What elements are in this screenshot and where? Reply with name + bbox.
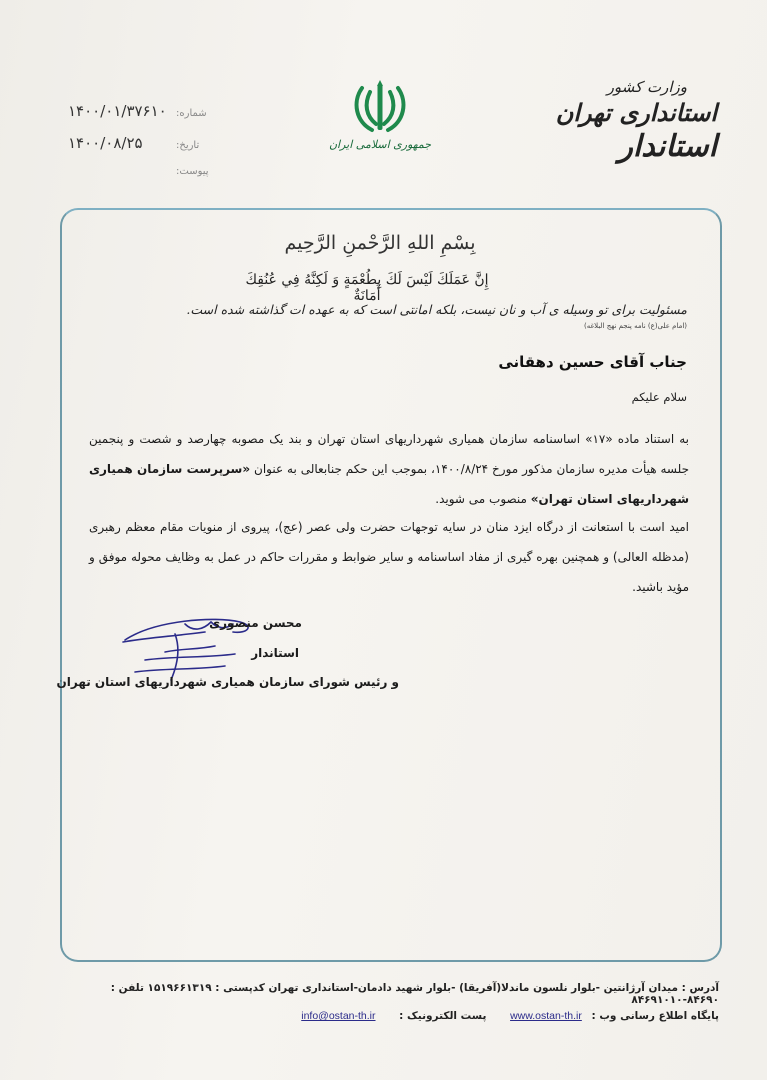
meta-date-row bbox=[68, 134, 218, 166]
governor-title: استاندار bbox=[618, 129, 717, 164]
signer-title-2: و رئیس شورای سازمان همیاری شهرداریهای استان تهران bbox=[56, 675, 399, 689]
footer-address: آدرس : میدان آرژانتین -بلوار نلسون ماندلا(آفریقا) -بلوار شهید دادمان-استانداری تهران کدپستی : ۱۵۱۹۶۶۱۳۱۹ تلفن : ۸۴۶۹۰-۸۴۶۹۱۰۱۰ bbox=[110, 982, 719, 1006]
governorate-name: استانداری تهران bbox=[555, 98, 717, 127]
footer-web bbox=[39, 1010, 719, 1022]
para1-end: منصوب می شوید. bbox=[435, 492, 531, 506]
emblem-block bbox=[325, 78, 435, 151]
opening-verse: إِنَّ عَمَلَكَ لَيْسَ لَكَ بِطُعْمَةٍ وَ لَكِنَّهُ فِي عُنُقِكَ أَمَانَةٌ bbox=[245, 272, 489, 304]
meta-attachment-row bbox=[68, 166, 218, 198]
attachment-label: پیوست: bbox=[176, 166, 209, 177]
signer-title: استاندار bbox=[251, 646, 299, 660]
website-link[interactable]: www.ostan-th.ir bbox=[510, 1010, 582, 1022]
email-label: پست الکترونیک : bbox=[399, 1010, 487, 1022]
number-label: شماره: bbox=[176, 108, 207, 119]
letter-meta bbox=[68, 102, 218, 198]
recipient: جناب آقای حسین دهقانی bbox=[498, 353, 687, 371]
email-link[interactable]: info@ostan-th.ir bbox=[301, 1010, 376, 1022]
date-label: تاریخ: bbox=[176, 140, 200, 151]
opening-quote: مسئولیت برای تو وسیله ی آب و نان نیست، بلکه امانتی است که به عهده ات گذاشته شده است. bbox=[186, 302, 687, 317]
body-paragraph-1 bbox=[89, 424, 689, 514]
letter-number: ۱۴۰۰/۰۱/۳۷۶۱۰ bbox=[68, 102, 167, 120]
ministry-name: وزارت کشور bbox=[606, 78, 687, 96]
body-paragraph-2: امید است با استعانت از درگاه ایزد منان در سایه توجهات حضرت ولی عصر (عج)، پیروی از منویات مقام معظم رهبری (مدظله العالی) و همچنین بهره گیری از مفاد اساسنامه و سایر ضوابط و مقررات حاکم در عمل به وظایف محوله موفق و مؤید باشید. bbox=[89, 520, 689, 594]
quote-source: (امام علی(ع) نامه پنجم نهج البلاغه) bbox=[583, 322, 687, 330]
signer-name: محسن منصوری bbox=[209, 616, 302, 630]
letter-date: ۱۴۰۰/۰۸/۲۵ bbox=[68, 134, 143, 152]
meta-number-row bbox=[68, 102, 218, 134]
ministry-header bbox=[537, 78, 717, 164]
website-label: پایگاه اطلاع رسانی وب : bbox=[591, 1010, 719, 1022]
basmala: بِسْمِ اللهِ الرَّحْمنِ الرَّحِیم bbox=[284, 232, 476, 254]
iran-emblem-icon bbox=[350, 78, 410, 136]
greeting: سلام علیکم bbox=[631, 390, 687, 404]
appointment-title: «سرپرست سازمان همیاری شهرداریهای استان تهران» bbox=[89, 462, 689, 506]
para1-text: به استناد ماده «۱۷» اساسنامه سازمان همیاری شهرداریهای استان تهران و بند یک مصوبه چهارصد و شصت و پنجمین جلسه هیأت مدیره سازمان مذکور مورخ ۱۴۰۰/۸/۲۴، بموجب این حکم جنابعالی به عنوان bbox=[89, 432, 689, 476]
emblem-caption: جمهوری اسلامی ایران bbox=[328, 138, 432, 151]
